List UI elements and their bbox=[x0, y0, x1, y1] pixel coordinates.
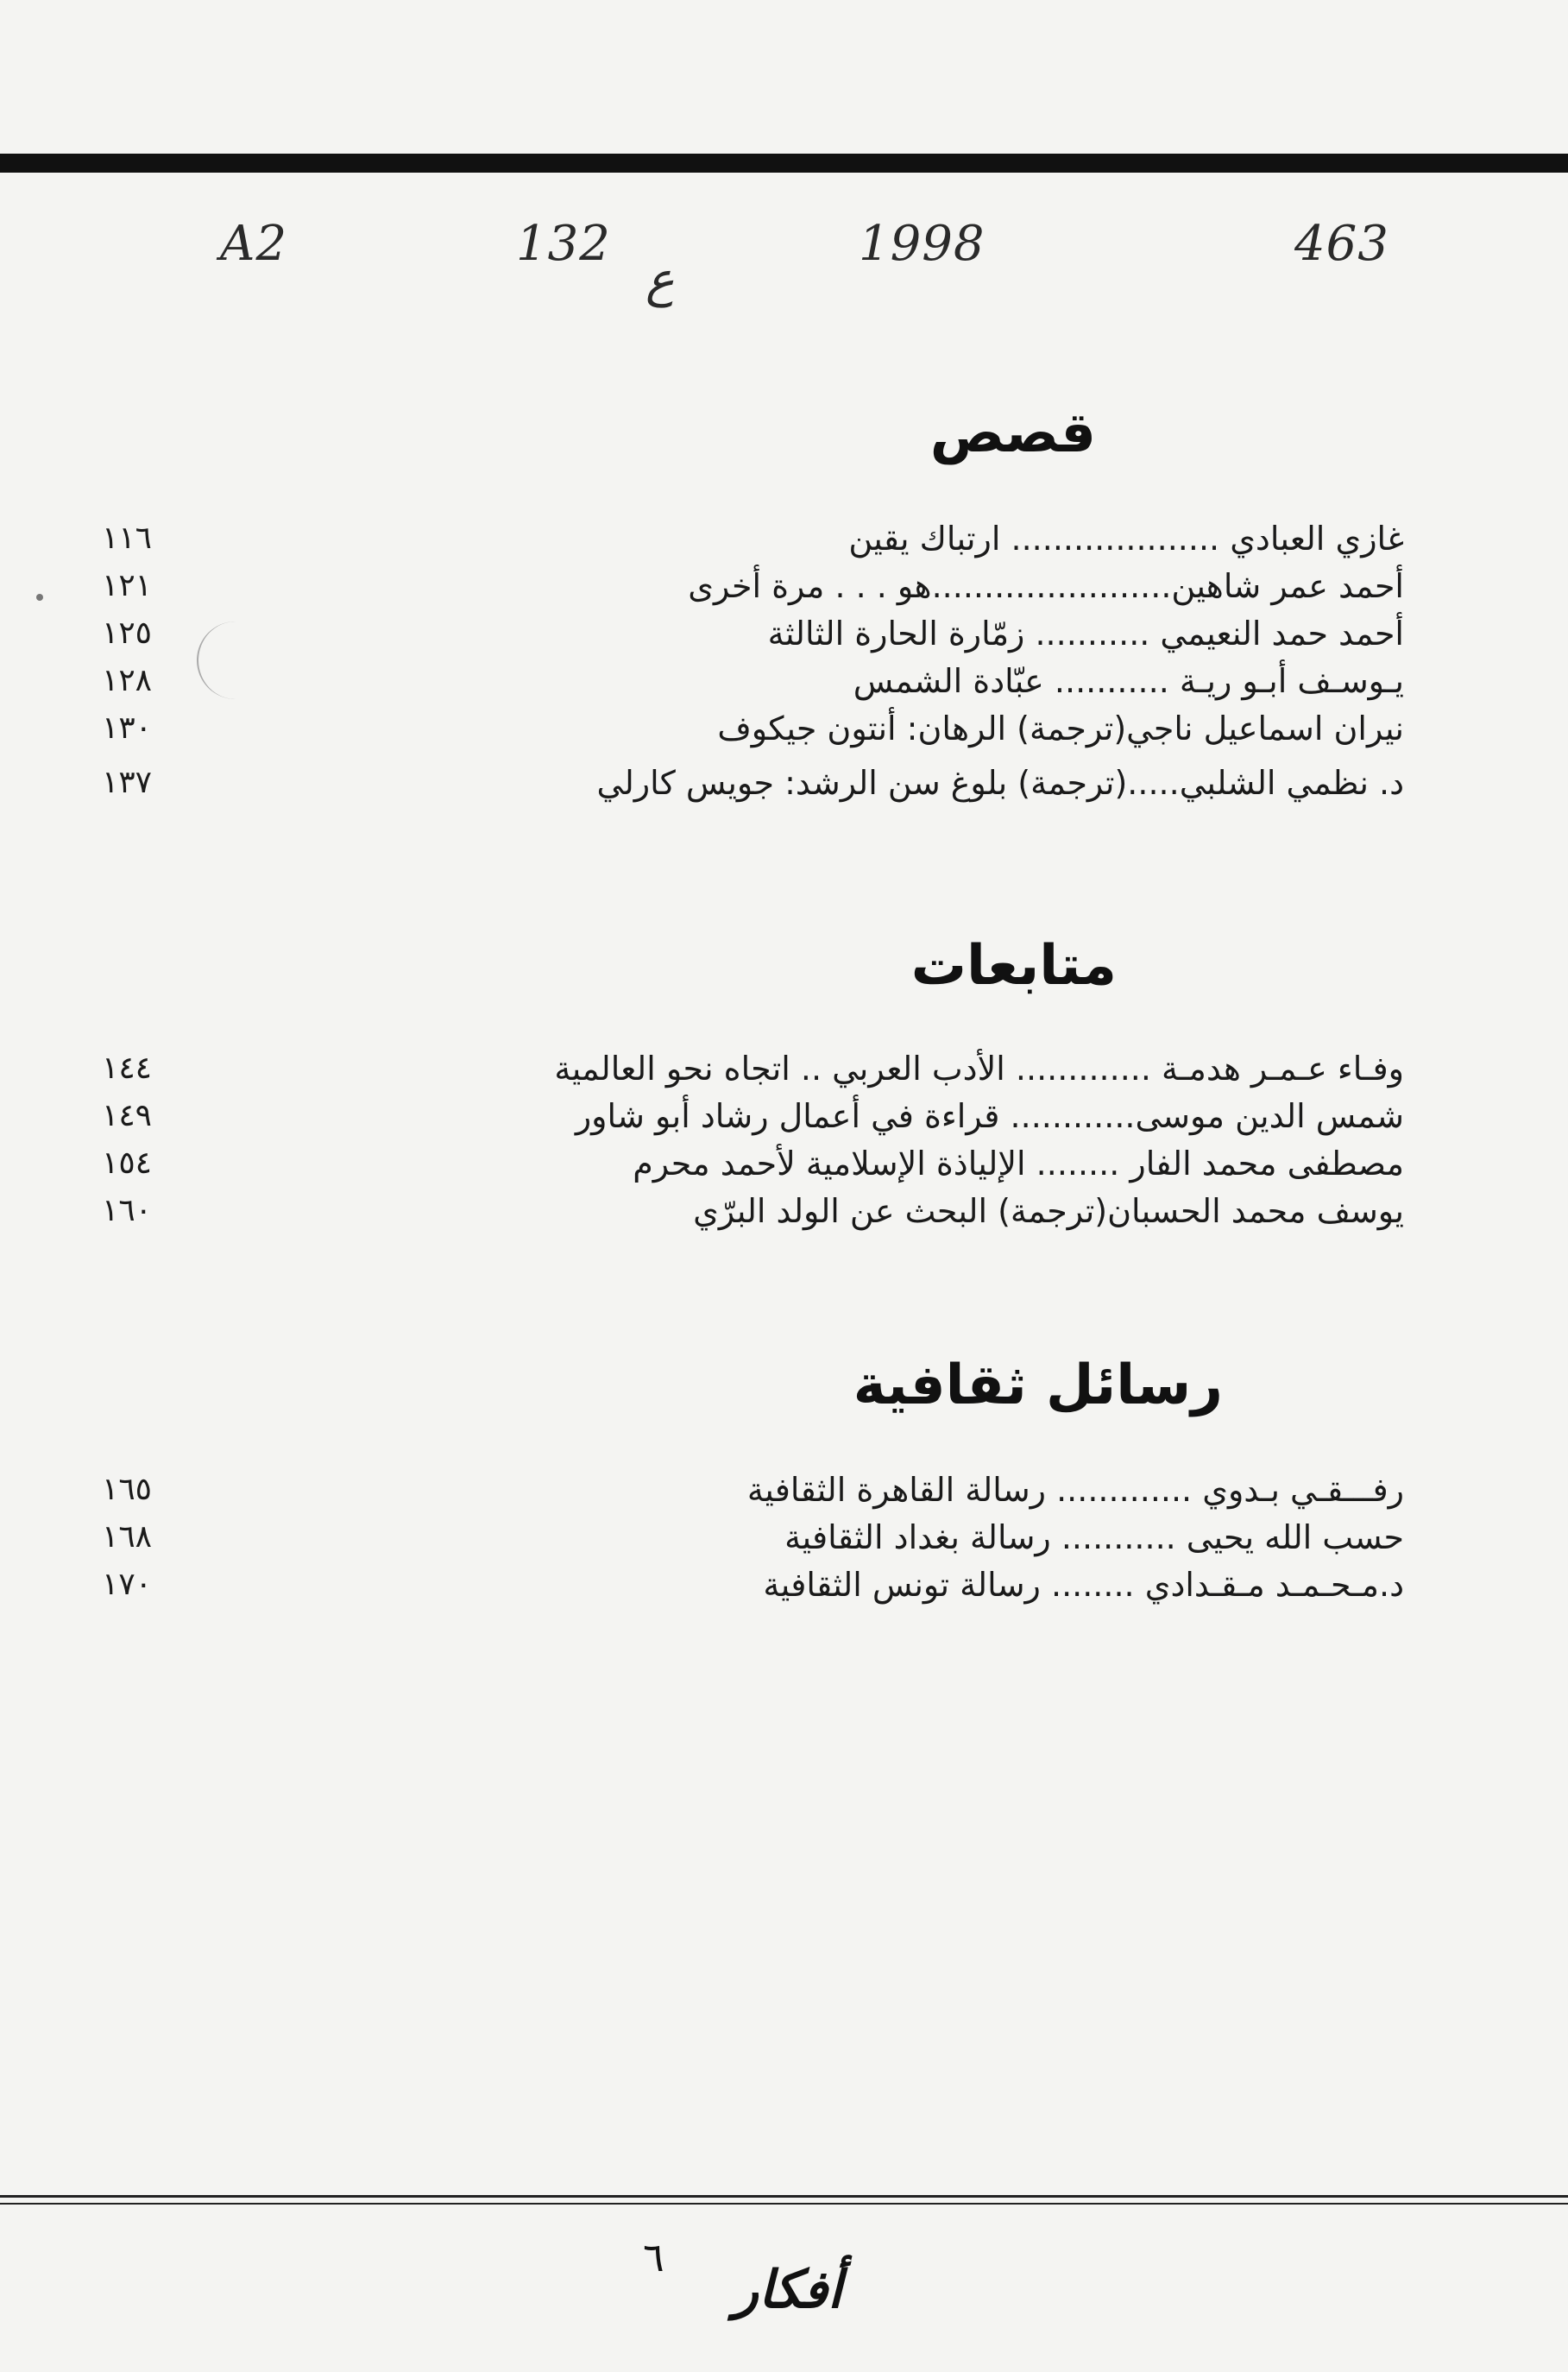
toc-list bbox=[0, 1467, 1568, 1610]
page-number: ٦ bbox=[643, 2234, 664, 2281]
toc-entry: د.مـحـمـد مـقـدادي ........ رسالة تونس الثقافية bbox=[763, 1566, 1404, 1604]
toc-row[interactable] bbox=[0, 516, 1568, 564]
toc-row[interactable] bbox=[0, 1141, 1568, 1189]
toc-page-number: ١٧٠ bbox=[102, 1567, 153, 1602]
toc-entry: يـوسـف أبـو ريـة ........... عبّادة الشمس bbox=[853, 662, 1404, 700]
toc-page-number: ١٢١ bbox=[102, 568, 153, 603]
toc-page-number: ١١٦ bbox=[102, 520, 153, 556]
toc-row[interactable] bbox=[0, 1562, 1568, 1610]
toc-entry: شمس الدين موسى............ قراءة في أعمال رشاد أبو شاور bbox=[575, 1097, 1404, 1135]
toc-page-number: ١٣٧ bbox=[102, 765, 153, 800]
toc-page-number: ١٦٥ bbox=[102, 1472, 153, 1507]
handwritten-note: A2 bbox=[220, 216, 288, 272]
handwritten-note: 132 bbox=[516, 216, 611, 272]
toc-row[interactable] bbox=[0, 659, 1568, 706]
toc-entry: أحمد حمد النعيمي ........... زمّارة الحارة الثالثة bbox=[767, 615, 1404, 653]
bottom-rule bbox=[0, 2195, 1568, 2198]
handwritten-note: 463 bbox=[1294, 216, 1389, 272]
toc-page-number: ١٣٠ bbox=[102, 710, 153, 746]
toc-row[interactable] bbox=[0, 1515, 1568, 1562]
toc-row[interactable] bbox=[0, 760, 1568, 808]
toc-page-number: ١٤٤ bbox=[102, 1050, 153, 1086]
handwritten-note: 1998 bbox=[859, 216, 986, 272]
section-title: رسائل ثقافية bbox=[853, 1353, 1223, 1417]
toc-page-number: ١٥٤ bbox=[102, 1145, 153, 1181]
toc-entry: د. نظمي الشلبي.....(ترجمة) بلوغ سن الرشد: جويس كارلي bbox=[596, 764, 1404, 802]
toc-row[interactable] bbox=[0, 564, 1568, 611]
section-title: متابعات bbox=[910, 934, 1117, 998]
toc-entry: يوسف محمد الحسبان(ترجمة) البحث عن الولد البرّي bbox=[693, 1192, 1404, 1230]
toc-entry: وفـاء عـمـر هدمـة ............. الأدب العربي .. اتجاه نحو العالمية bbox=[554, 1050, 1404, 1088]
section-title: قصص bbox=[929, 401, 1096, 465]
toc-page-number: ١٦٠ bbox=[102, 1193, 153, 1228]
toc-page-number: ١٢٨ bbox=[102, 663, 153, 698]
handwritten-note: ع bbox=[645, 252, 675, 308]
toc-row[interactable] bbox=[0, 1189, 1568, 1236]
magazine-masthead-logo: أفكار bbox=[734, 2260, 842, 2320]
toc-row[interactable] bbox=[0, 1467, 1568, 1515]
toc-list bbox=[0, 516, 1568, 808]
toc-row[interactable] bbox=[0, 1046, 1568, 1094]
toc-entry: حسب الله يحيى ........... رسالة بغداد الثقافية bbox=[784, 1518, 1404, 1556]
toc-page-number: ١٦٨ bbox=[102, 1519, 153, 1555]
toc-entry: أحمد عمر شاهين.......................هو . . . مرة أخرى bbox=[688, 567, 1404, 605]
top-rule bbox=[0, 154, 1568, 173]
toc-page-number: ١٢٥ bbox=[102, 615, 153, 651]
bottom-rule bbox=[0, 2203, 1568, 2205]
toc-entry: نيران اسماعيل ناجي(ترجمة) الرهان: أنتون جيكوف bbox=[717, 710, 1404, 748]
toc-list bbox=[0, 1046, 1568, 1236]
toc-entry: مصطفى محمد الفار ........ الإلياذة الإسلامية لأحمد محرم bbox=[633, 1145, 1404, 1183]
toc-entry: غازي العبادي .................... ارتباك يقين bbox=[848, 520, 1404, 558]
toc-row[interactable] bbox=[0, 706, 1568, 754]
toc-row[interactable] bbox=[0, 611, 1568, 659]
toc-page-number: ١٤٩ bbox=[102, 1098, 153, 1133]
toc-row[interactable] bbox=[0, 1094, 1568, 1141]
toc-entry: رفـــقـي بـدوي ............. رسالة القاهرة الثقافية bbox=[746, 1471, 1404, 1509]
